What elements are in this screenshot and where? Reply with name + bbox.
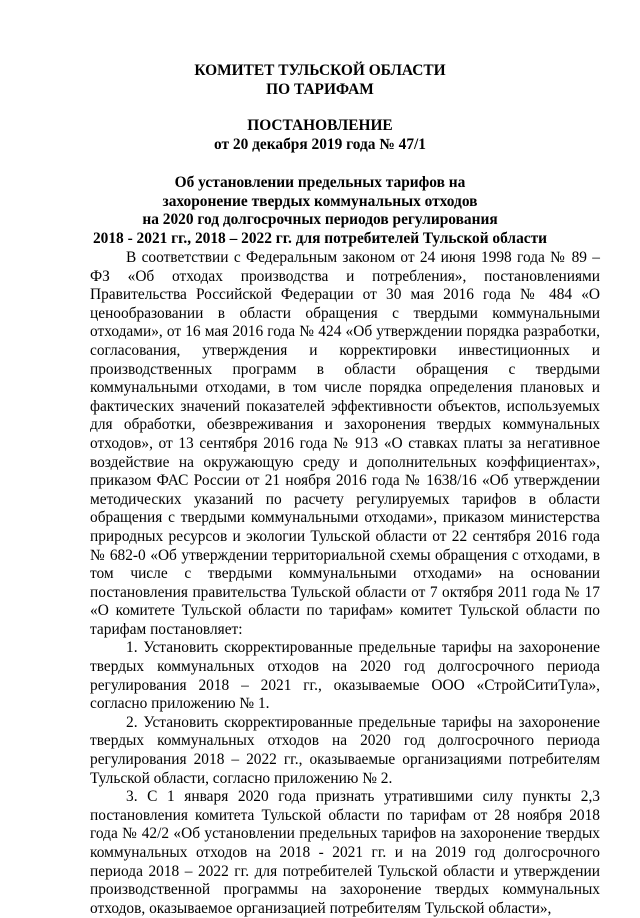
document-type: ПОСТАНОВЛЕНИЕ [247,117,393,134]
organization-name-line1: КОМИТЕТ ТУЛЬСКОЙ ОБЛАСТИ [194,62,446,79]
title-line4: 2018 - 2021 гг., 2018 – 2022 гг. для потребителей Тульской области [92,229,548,247]
resolution-item-3: 3. С 1 января 2020 года признать утратившими силу пункты 2,3 постановления комитета Тульской области по тарифам от 28 ноября 2018 года № 42/2 «Об установлении предельных тарифов на захоронение твердых коммунальных отходов на 2018 - 2021 гг. и на 2019 год долгосрочного периода 2018 – 2022 гг. для потребителей Тульской области и утверждении производственной программы на захоронение твердых коммунальных отходов, оказываемое организацией потребителям Тульской области», [90,788,600,917]
document-date-number: от 20 декабря 2019 года № 47/1 [213,135,426,153]
document-type-block [90,117,550,154]
title-line3: на 2020 год долгосрочных периодов регулирования [142,211,498,229]
resolution-item-2: 2. Установить скорректированные предельные тарифы на захоронение твердых коммунальных отходов на 2020 год долгосрочного периода регулирования 2018 – 2022 гг., оказываемые организациями потребителям Тульской области, согласно приложению № 2. [90,713,600,787]
document-title [90,174,550,248]
title-line1: Об установлении предельных тарифов на [174,174,466,191]
organization-name-line2: ПО ТАРИФАМ [266,80,374,98]
resolution-item-1: 1. Установить скорректированные предельные тарифы на захоронение твердых коммунальных отходов на 2020 год долгосрочного периода регулирования 2018 – 2021 гг., оказываемые ООО «СтройСитиТула», согласно приложению № 1. [90,639,600,713]
document-body [90,249,600,918]
organization-header [90,62,550,99]
preamble-paragraph: В соответствии с Федеральным законом от 24 июня 1998 года № 89 – ФЗ «Об отходах производства и потребления», постановлениями Правительства Российской Федерации от 30 мая 2016 года № 484 «О ценообразовании в области обращения с твердыми коммунальными отходами», от 16 мая 2016 года № 424 «Об утверждении порядка разработки, согласования, утверждения и корректировки инвестиционных и производственных программ в области обращения с твердыми коммунальными отходами, в том числе порядка определения плановых и фактических значений показателей эффективности объектов, используемых для обработки, обезвреживания и захоронения твердых коммунальных отходов», от 13 сентября 2016 года № 913 «О ставках платы за негативное воздействие на окружающую среду и дополнительных коэффициентах», приказом ФАС России от 21 ноября 2016 года № 1638/16 «Об утверждении методических указаний по расчету регулируемых тарифов в области обращения с твердыми коммунальными отходами», приказом министерства природных ресурсов и экологии Тульской области от 22 сентября 2016 года № 682-0 «Об утверждении территориальной схемы обращения с отходами, в том числе с твердыми коммунальными отходами» на основании постановления правительства Тульской области от 7 октября 2011 года № 17 «О комитете Тульской области по тарифам» комитет Тульской области по тарифам постановляет: [90,249,600,638]
title-line2: захоронение твердых коммунальных отходов [162,192,478,210]
